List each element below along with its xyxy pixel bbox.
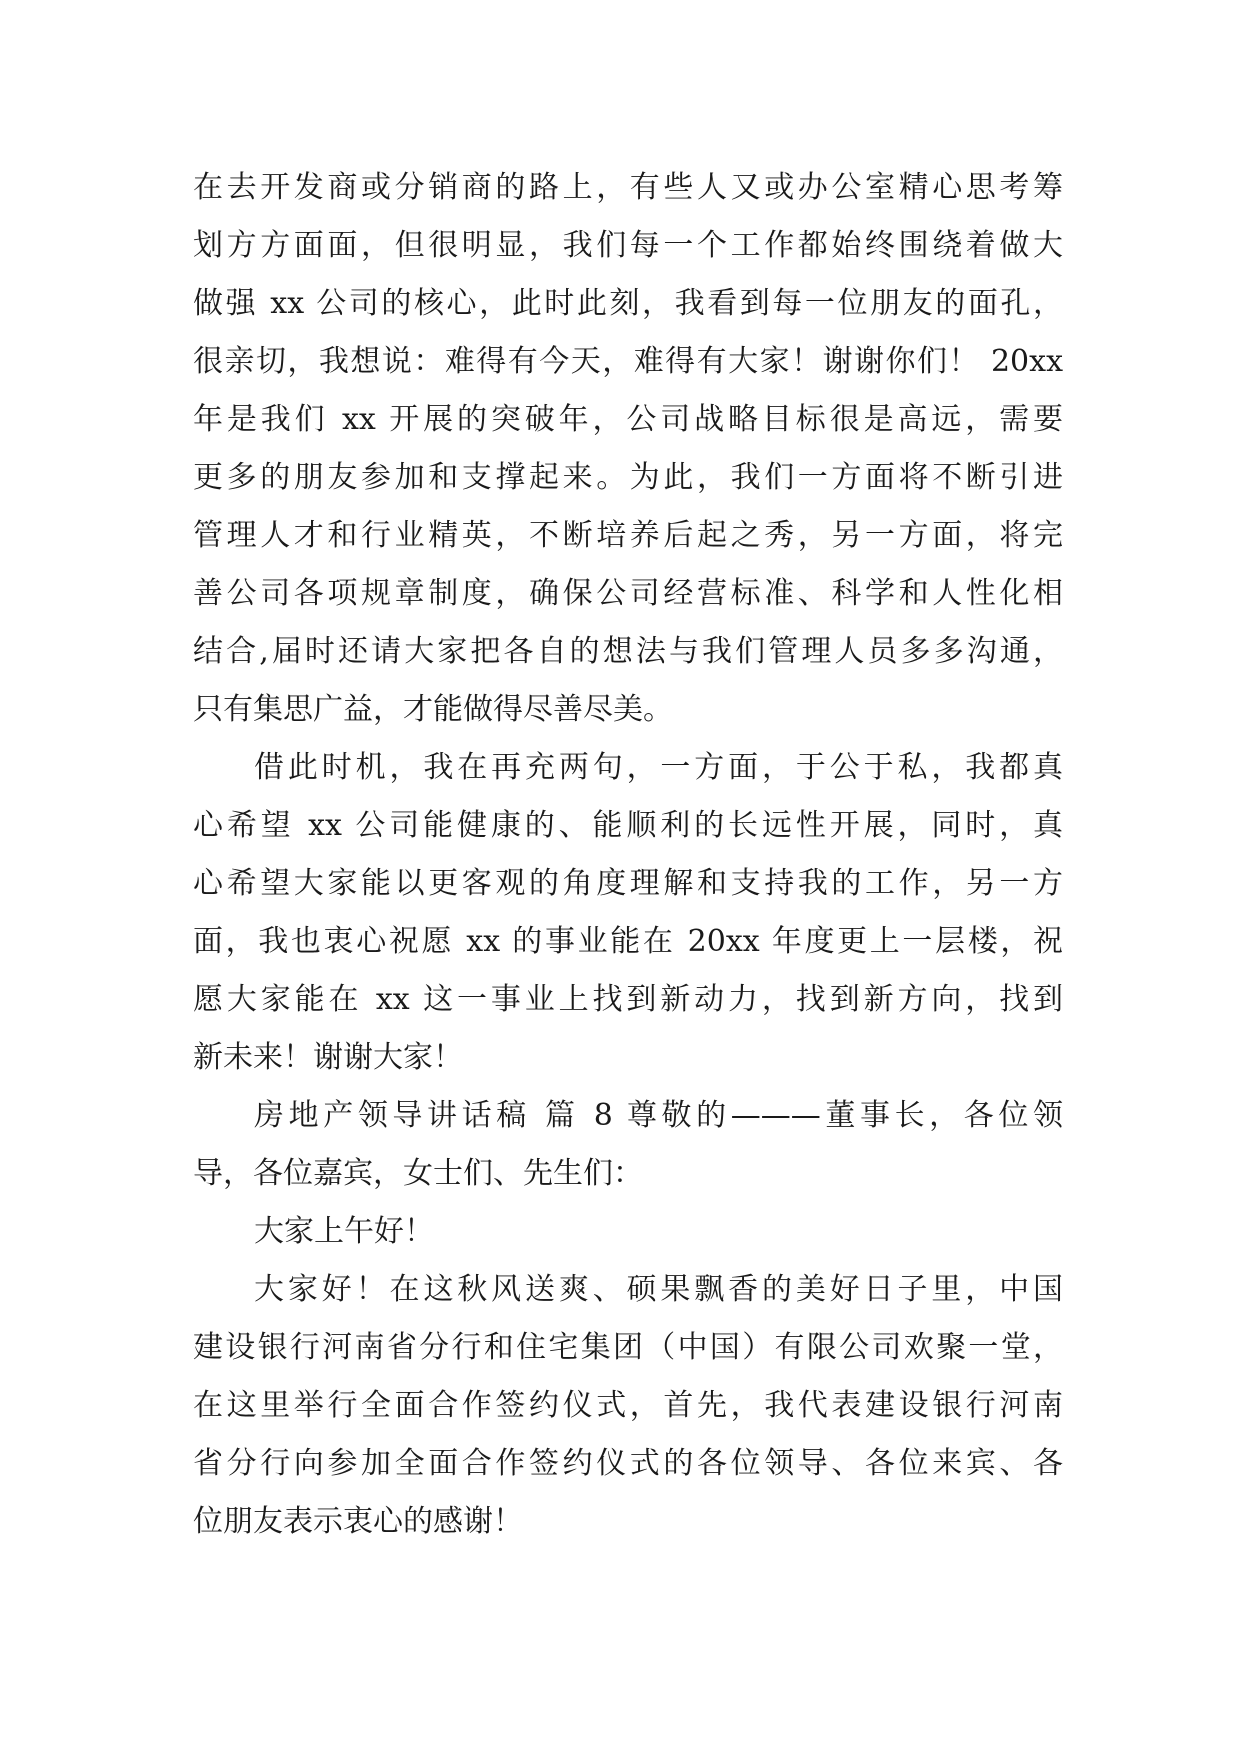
text-line: 做强 xx 公司的核心，此时此刻，我看到每一位朋友的面孔，: [193, 286, 1063, 321]
text-line: 年是我们 xx 开展的突破年，公司战略目标很是高远，需要: [193, 402, 1063, 437]
salutation-line: 导，各位嘉宾，女士们、先生们：: [193, 1156, 643, 1191]
text-line: 管理人才和行业精英，不断培养后起之秀，另一方面，将完: [193, 518, 1063, 553]
text-line: 新未来！谢谢大家！: [193, 1040, 463, 1075]
text-line: 建设银行河南省分行和住宅集团（中国）有限公司欢聚一堂，: [193, 1330, 1063, 1365]
text-line: 愿大家能在 xx 这一事业上找到新动力，找到新方向，找到: [193, 982, 1063, 1017]
text-line: 更多的朋友参加和支撑起来。为此，我们一方面将不断引进: [193, 460, 1063, 495]
text-line: 省分行向参加全面合作签约仪式的各位领导、各位来宾、各: [193, 1446, 1063, 1481]
text-line: 结合,届时还请大家把各自的想法与我们管理人员多多沟通，: [193, 634, 1063, 669]
section-heading-line: 房地产领导讲话稿 篇 8 尊敬的———董事长，各位领: [254, 1098, 1063, 1133]
text-line: 划方方面面，但很明显，我们每一个工作都始终围绕着做大: [193, 228, 1063, 263]
text-line: 心希望 xx 公司能健康的、能顺利的长远性开展，同时，真: [193, 808, 1063, 843]
greeting-line: 大家上午好！: [254, 1214, 434, 1249]
text-line: 面，我也衷心祝愿 xx 的事业能在 20xx 年度更上一层楼，祝: [193, 924, 1063, 959]
text-line: 在这里举行全面合作签约仪式，首先，我代表建设银行河南: [193, 1388, 1063, 1423]
text-line: 在去开发商或分销商的路上，有些人又或办公室精心思考筹: [193, 170, 1063, 205]
text-line: 善公司各项规章制度，确保公司经营标准、科学和人性化相: [193, 576, 1063, 611]
text-line: 心希望大家能以更客观的角度理解和支持我的工作，另一方: [193, 866, 1063, 901]
text-line: 很亲切，我想说：难得有今天，难得有大家！谢谢你们！ 20xx: [193, 344, 1063, 379]
text-line: 只有集思广益，才能做得尽善尽美。: [193, 692, 673, 727]
paragraph-first-line: 借此时机，我在再充两句，一方面，于公于私，我都真: [254, 750, 1063, 785]
text-line: 位朋友表示衷心的感谢！: [193, 1504, 523, 1539]
paragraph-first-line: 大家好！在这秋风送爽、硕果飘香的美好日子里，中国: [254, 1272, 1063, 1307]
